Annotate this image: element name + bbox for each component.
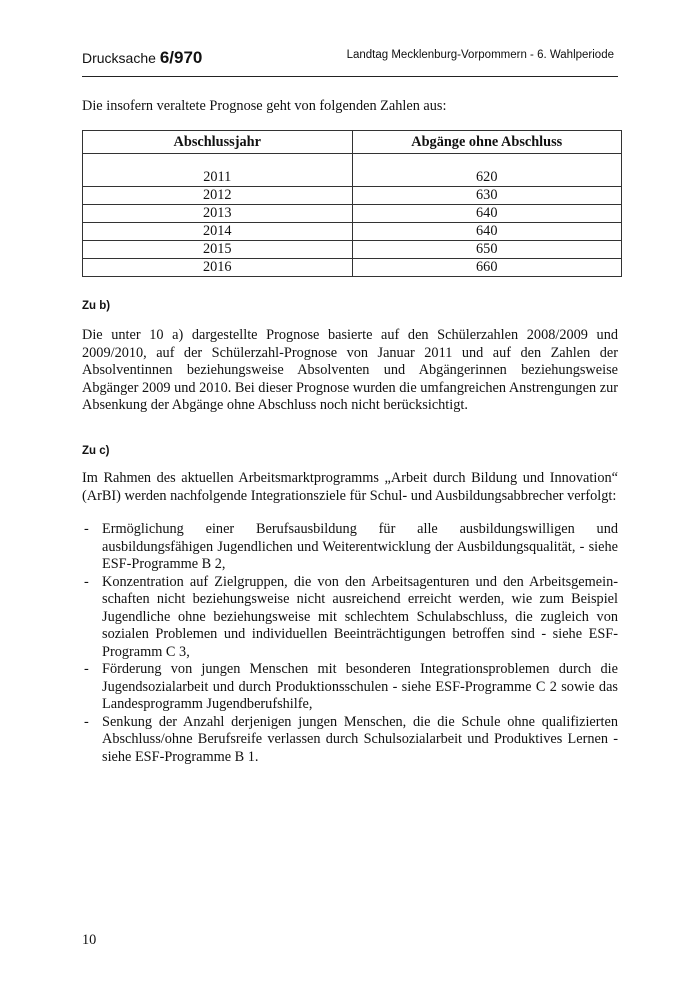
- cell-value: 640: [352, 223, 622, 241]
- cell-value: 620: [352, 169, 622, 187]
- cell-year: 2016: [83, 259, 353, 277]
- forecast-table: [82, 130, 622, 277]
- document-label: [82, 48, 202, 68]
- table-row: [83, 187, 622, 205]
- section-c-text: Im Rahmen des aktuellen Arbeitsmarktprogramms „Arbeit durch Bildung und Innovation“ (ArBI) werden nachfolgende Integrationsziele für Schul- und Ausbildungsabbrecher verfolgt:: [82, 470, 618, 504]
- table-row: [83, 259, 622, 277]
- cell-value: 650: [352, 241, 622, 259]
- page-header: [82, 38, 618, 77]
- list-item-text: Senkung der Anzahl derjenigen jungen Menschen, die die Schule ohne qualifizierten Abschluss/ohne Berufsreife verlassen durch Schulsozialarbeit und Produktives Lernen - siehe ESF-Programme B 1.: [102, 713, 618, 765]
- list-item-text: Ermöglichung einer Berufsausbildung für alle ausbildungswilligen und ausbildungsfähigen Jugendlichen und Weiterentwicklung der Ausbildungsqualität, - siehe ESF-Programme B 2,: [102, 521, 618, 572]
- section-c-heading: Zu c): [82, 445, 110, 457]
- table-row: [83, 223, 622, 241]
- page-number: 10: [82, 932, 97, 948]
- table-row: [83, 169, 622, 187]
- list-item: [82, 574, 618, 662]
- intro-text: Die insofern veraltete Prognose geht von folgenden Zahlen aus:: [82, 98, 447, 114]
- parliament-label: Landtag Mecklenburg-Vorpommern - 6. Wahlperiode: [346, 49, 614, 61]
- dash-bullet: -: [84, 713, 89, 730]
- integration-goals-list: [82, 521, 618, 766]
- doc-label: Drucksache: [82, 50, 156, 66]
- cell-year: 2012: [83, 187, 353, 205]
- list-item-text: Förderung von jungen Menschen mit besonderen Integrationsproblemen durch die Jugendsozialarbeit und durch Produktionsschulen - siehe ESF-Programme C 2 sowie das Landesprogramm Jugendberufshilfe,: [102, 661, 618, 712]
- list-item: [82, 521, 618, 574]
- column-header-year: Abschlussjahr: [83, 131, 353, 154]
- section-b-heading: Zu b): [82, 300, 111, 312]
- list-item-text: Konzentration auf Zielgruppen, die von den Arbeitsagenturen und den Arbeitsgemeinschaften nicht beziehungsweise nicht ausreichend erreicht werden, wie zum Beispiel Jugendliche ohne beziehungsweise mit schlechtem Schulabschluss, die zugleich von sozialen Problemen und individuellen Beeinträchtigungen betroffen sind - siehe ESF-Programm C 3,: [102, 573, 618, 660]
- dash-bullet: -: [84, 573, 89, 590]
- section-b-text: Die unter 10 a) dargestellte Prognose basierte auf den Schülerzahlen 2008/2009 und 2009/2010, auf der Schülerzahl-Prognose von Januar 2011 und auf den Zahlen der Absolventinnen beziehungsweise Absolventen und Abgängerinnen beziehungsweise Abgänger 2009 und 2010. Bei dieser Prognose wurden die umfangreichen Anstrengungen zur Absenkung der Abgänge ohne Abschluss noch nicht berücksichtigt.: [82, 327, 619, 413]
- table-row: [83, 205, 622, 223]
- table-row: [83, 241, 622, 259]
- cell-year: 2014: [83, 223, 353, 241]
- doc-number: 6/970: [159, 48, 203, 67]
- list-item: [82, 714, 618, 767]
- cell-year: 2015: [83, 241, 353, 259]
- cell-value: 630: [352, 187, 622, 205]
- table-header-row: [83, 131, 622, 154]
- cell-year: 2011: [83, 169, 353, 187]
- cell-value: 660: [352, 259, 622, 277]
- dash-bullet: -: [84, 521, 89, 537]
- cell-value: 640: [352, 205, 622, 223]
- list-item: [82, 661, 618, 714]
- cell-year: 2013: [83, 205, 353, 223]
- table-spacer-row: [83, 154, 622, 170]
- column-header-dropouts: Abgänge ohne Abschluss: [352, 131, 622, 154]
- dash-bullet: -: [84, 661, 89, 677]
